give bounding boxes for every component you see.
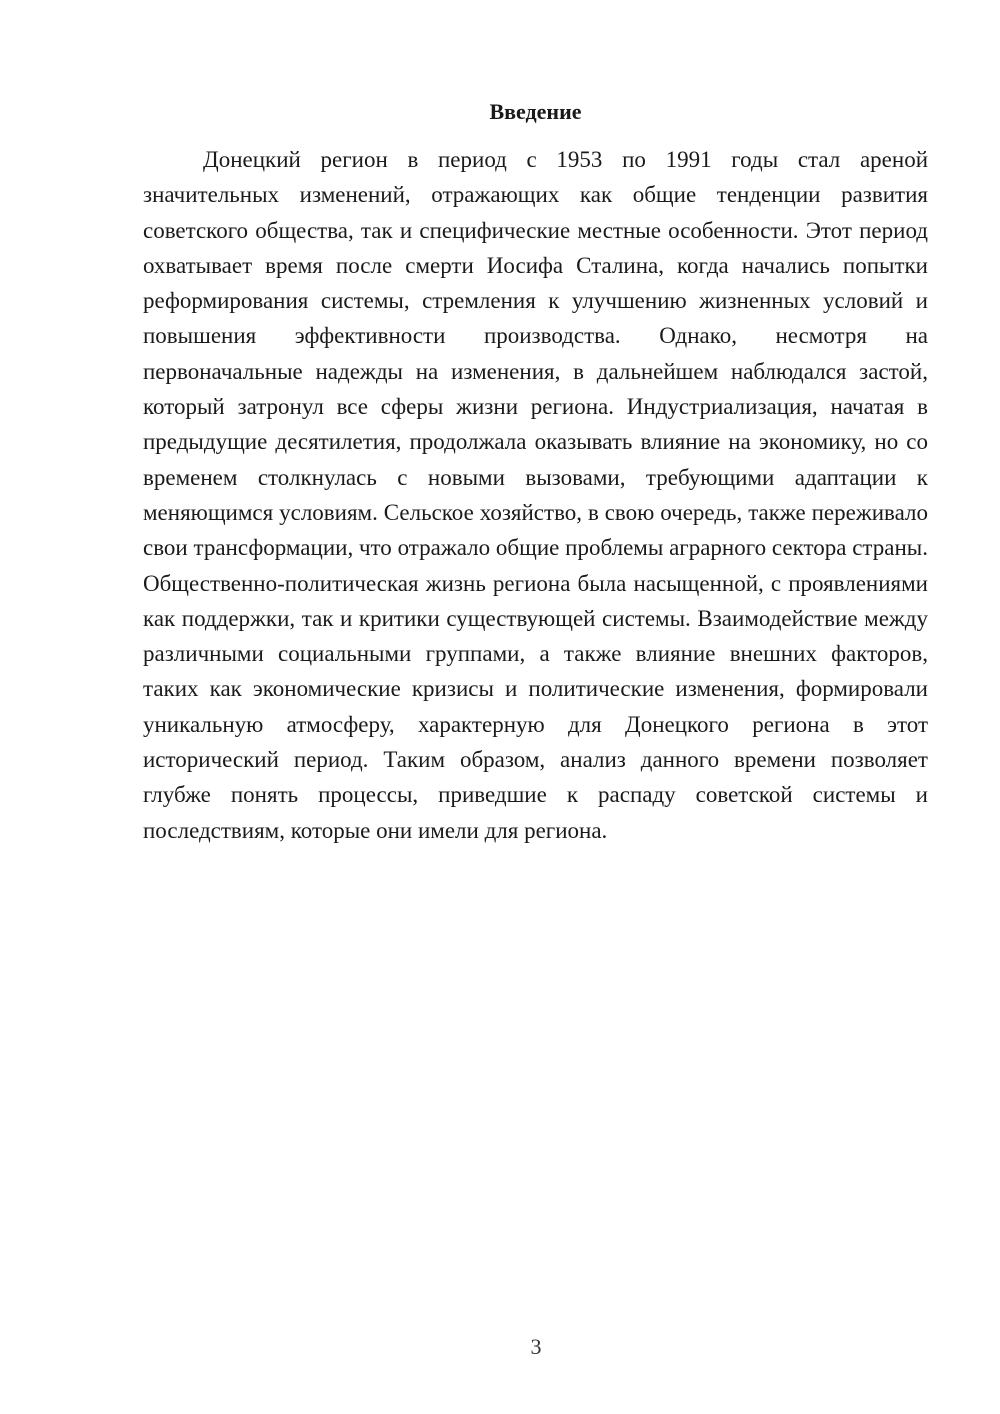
section-heading: Введение: [489, 99, 582, 124]
body-paragraph: Донецкий регион в период с 1953 по 1991 годы стал ареной значительных изменений, отражающих как общие тенденции развития советского общества, так и специфические местные особенности. Этот период охватывает время после смерти Иосифа Сталина, когда начались попытки реформирования системы, стремления к улучшению жизненных условий и повышения эффективности производства. Однако, несмотря на первоначальные надежды на изменения, в дальнейшем наблюдался застой, который затронул все сферы жизни региона. Индустриализация, начатая в предыдущие десятилетия, продолжала оказывать влияние на экономику, но со временем столкнулась с новыми вызовами, требующими адаптации к меняющимся условиям. Сельское хозяйство, в свою очередь, также переживало свои трансформации, что отражало общие проблемы аграрного сектора страны. Общественно-политическая жизнь региона была насыщенной, с проявлениями как поддержки, так и критики существующей системы. Взаимодействие между различными социальными группами, а также влияние внешних факторов, таких как экономические кризисы и политические изменения, формировали уникальную атмосферу, характерную для Донецкого региона в этот исторический период. Таким образом, анализ данного времени позволяет глубже понять процессы, приведшие к распаду советской системы и последствиям, которые они имели для региона.: [143, 147, 928, 843]
page-number: 3: [530, 1334, 542, 1359]
